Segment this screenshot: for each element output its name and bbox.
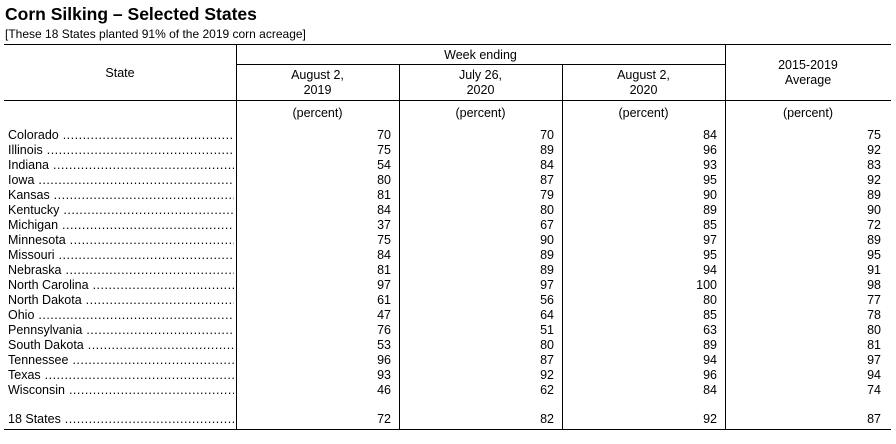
header-col4-line1: 2015-2019 [778, 58, 838, 72]
row-state: Ohio ..... [8, 308, 234, 323]
row-value-jul26-2020: 87 [540, 173, 554, 187]
table-row [0, 173, 896, 188]
table-bottom-rule [4, 429, 891, 430]
row-value-2019: 46 [377, 383, 391, 397]
total-row [0, 412, 896, 427]
row-state: Kansas ..... [8, 188, 234, 203]
table-row [0, 368, 896, 383]
row-value-2019: 37 [377, 218, 391, 232]
total-value-jul26-2020: 82 [540, 412, 554, 426]
header-col3-line1: August 2, [617, 68, 670, 82]
row-state: Colorado ..... [8, 128, 234, 143]
row-value-aug2-2020: 90 [703, 188, 717, 202]
row-value-aug2-2020: 85 [703, 308, 717, 322]
row-state: North Carolina ..... [8, 278, 234, 293]
row-value-2019: 54 [377, 158, 391, 172]
table-row [0, 248, 896, 263]
row-state: South Dakota ..... [8, 338, 234, 353]
header-state: State [105, 66, 135, 80]
table-row [0, 263, 896, 278]
row-state: Indiana ..... [8, 158, 234, 173]
row-state: Illinois ..... [8, 143, 234, 158]
row-value-2019: 80 [377, 173, 391, 187]
row-value-average: 81 [867, 338, 881, 352]
header-col1-line1: August 2, [291, 68, 344, 82]
page-title: Corn Silking – Selected States [5, 4, 257, 24]
row-value-2019: 97 [377, 278, 391, 292]
row-value-2019: 81 [377, 263, 391, 277]
row-value-2019: 53 [377, 338, 391, 352]
row-value-average: 72 [867, 218, 881, 232]
table-row [0, 293, 896, 308]
page-subtitle: [These 18 States planted 91% of the 2019 corn acreage] [5, 27, 306, 41]
row-state: North Dakota ..... [8, 293, 234, 308]
row-value-jul26-2020: 90 [540, 233, 554, 247]
row-state: Pennsylvania ..... [8, 323, 234, 338]
header-col3-line2: 2020 [629, 83, 658, 97]
total-label: 18 States ..... [8, 412, 234, 427]
row-value-average: 97 [867, 353, 881, 367]
row-value-average: 92 [867, 173, 881, 187]
row-value-average: 94 [867, 368, 881, 382]
row-value-2019: 47 [377, 308, 391, 322]
header-week-ending: Week ending [444, 48, 517, 62]
row-value-jul26-2020: 70 [540, 128, 554, 142]
row-state: Michigan ..... [8, 218, 234, 233]
unit-col3: (percent) [618, 106, 669, 120]
table-row [0, 383, 896, 398]
row-value-jul26-2020: 80 [540, 203, 554, 217]
row-value-2019: 93 [377, 368, 391, 382]
row-value-2019: 96 [377, 353, 391, 367]
header-col1 [236, 68, 399, 98]
row-value-average: 83 [867, 158, 881, 172]
row-value-aug2-2020: 96 [703, 368, 717, 382]
row-value-jul26-2020: 64 [540, 308, 554, 322]
table-row [0, 338, 896, 353]
row-state: Minnesota ..... [8, 233, 234, 248]
table-row [0, 143, 896, 158]
row-value-aug2-2020: 80 [703, 293, 717, 307]
row-value-aug2-2020: 84 [703, 383, 717, 397]
row-value-average: 80 [867, 323, 881, 337]
row-value-average: 98 [867, 278, 881, 292]
row-value-jul26-2020: 84 [540, 158, 554, 172]
row-value-average: 95 [867, 248, 881, 262]
row-value-average: 78 [867, 308, 881, 322]
row-value-average: 90 [867, 203, 881, 217]
header-col4-line2: Average [784, 73, 832, 87]
row-state: Wisconsin ..... [8, 383, 234, 398]
row-value-aug2-2020: 97 [703, 233, 717, 247]
row-value-average: 74 [867, 383, 881, 397]
row-value-average: 91 [867, 263, 881, 277]
row-value-jul26-2020: 56 [540, 293, 554, 307]
header-col2 [399, 68, 562, 98]
unit-col4: (percent) [782, 106, 834, 120]
header-col2-line2: 2020 [466, 83, 495, 97]
row-state: Tennessee ..... [8, 353, 234, 368]
row-value-jul26-2020: 62 [540, 383, 554, 397]
row-value-jul26-2020: 67 [540, 218, 554, 232]
row-value-average: 89 [867, 233, 881, 247]
row-value-jul26-2020: 89 [540, 143, 554, 157]
row-value-aug2-2020: 95 [703, 173, 717, 187]
table-row [0, 278, 896, 293]
row-value-aug2-2020: 96 [703, 143, 717, 157]
table-row [0, 323, 896, 338]
row-value-aug2-2020: 93 [703, 158, 717, 172]
header-bottom-rule [4, 100, 891, 101]
row-value-aug2-2020: 89 [703, 338, 717, 352]
header-col1-line2: 2019 [303, 83, 332, 97]
row-state: Iowa ..... [8, 173, 234, 188]
row-value-average: 92 [867, 143, 881, 157]
row-value-jul26-2020: 80 [540, 338, 554, 352]
row-state: Missouri ..... [8, 248, 234, 263]
row-state: Kentucky ..... [8, 203, 234, 218]
row-value-jul26-2020: 97 [540, 278, 554, 292]
table-row [0, 128, 896, 143]
row-value-aug2-2020: 94 [703, 353, 717, 367]
row-value-2019: 75 [377, 233, 391, 247]
table-row [0, 308, 896, 323]
row-value-average: 77 [867, 293, 881, 307]
row-state: Texas ..... [8, 368, 234, 383]
total-value-average: 87 [867, 412, 881, 426]
row-value-jul26-2020: 79 [540, 188, 554, 202]
row-value-jul26-2020: 51 [540, 323, 554, 337]
row-value-2019: 76 [377, 323, 391, 337]
row-value-2019: 75 [377, 143, 391, 157]
row-value-aug2-2020: 89 [703, 203, 717, 217]
header-col4 [725, 58, 891, 88]
unit-col2: (percent) [455, 106, 506, 120]
header-col3 [562, 68, 725, 98]
row-value-jul26-2020: 92 [540, 368, 554, 382]
table-row [0, 353, 896, 368]
row-value-aug2-2020: 94 [703, 263, 717, 277]
row-value-aug2-2020: 100 [696, 278, 717, 292]
total-value-aug2-2020: 92 [703, 412, 717, 426]
row-value-2019: 84 [377, 203, 391, 217]
table-row [0, 158, 896, 173]
row-value-aug2-2020: 85 [703, 218, 717, 232]
row-value-2019: 84 [377, 248, 391, 262]
table-row [0, 218, 896, 233]
row-value-aug2-2020: 84 [703, 128, 717, 142]
table-top-rule [4, 44, 891, 45]
table-row [0, 233, 896, 248]
row-value-aug2-2020: 95 [703, 248, 717, 262]
total-value-2019: 72 [377, 412, 391, 426]
row-value-aug2-2020: 63 [703, 323, 717, 337]
row-value-2019: 70 [377, 128, 391, 142]
row-value-jul26-2020: 89 [540, 263, 554, 277]
row-state: Nebraska ..... [8, 263, 234, 278]
header-col2-line1: July 26, [458, 68, 503, 82]
row-value-2019: 61 [377, 293, 391, 307]
table-row [0, 203, 896, 218]
row-value-2019: 81 [377, 188, 391, 202]
row-value-jul26-2020: 89 [540, 248, 554, 262]
week-ending-rule [236, 64, 725, 65]
row-value-average: 89 [867, 188, 881, 202]
table-row [0, 188, 896, 203]
unit-col1: (percent) [292, 106, 343, 120]
row-value-average: 75 [867, 128, 881, 142]
row-value-jul26-2020: 87 [540, 353, 554, 367]
